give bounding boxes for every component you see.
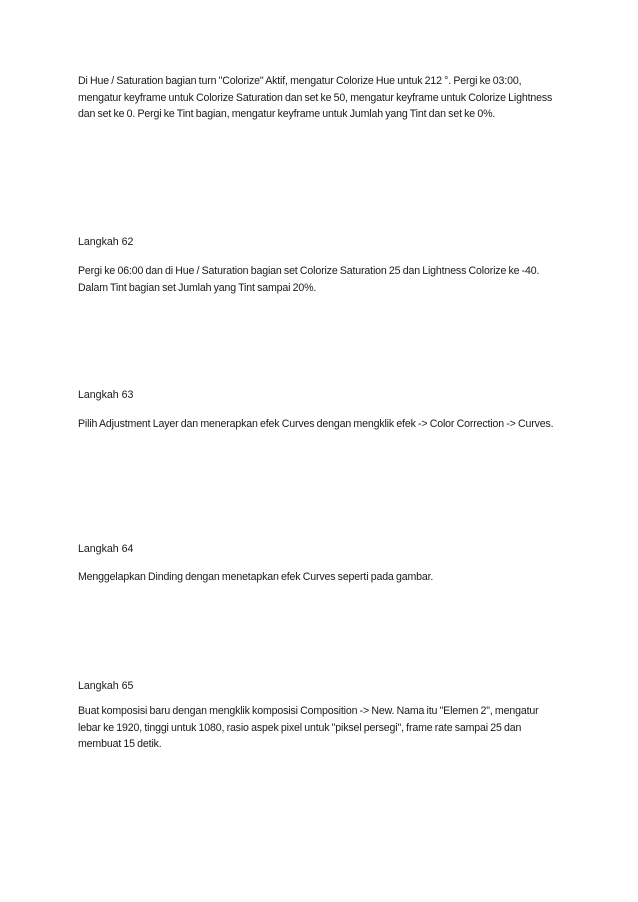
step-64-paragraph: Menggelapkan Dinding dengan menetapkan efek Curves seperti pada gambar. [78, 571, 434, 583]
step-64-section [78, 541, 556, 558]
step-63-paragraph: Pilih Adjustment Layer dan menerapkan efek Curves dengan mengklik efek -> Color Correction -> Curves. [78, 418, 554, 430]
step-65-section [78, 678, 556, 695]
step-62-body [78, 263, 556, 296]
step-62-heading: Langkah 62 [78, 236, 134, 248]
step-62-section [78, 234, 556, 251]
step-65-paragraph: Buat komposisi baru dengan mengklik komposisi Composition -> New. Nama itu "Elemen 2", mengatur lebar ke 1920, tinggi untuk 1080, rasio aspek pixel untuk "piksel persegi", frame rate sampai 25 dan membuat 15 detik. [78, 705, 539, 751]
step-65-heading: Langkah 65 [78, 680, 134, 692]
step-62-paragraph: Pergi ke 06:00 dan di Hue / Saturation bagian set Colorize Saturation 25 dan Lightness Colorize ke -40. Dalam Tint bagian set Jumlah yang Tint sampai 20%. [78, 265, 540, 294]
step-64-body [78, 569, 556, 586]
step-63-body [78, 416, 556, 433]
intro-section [78, 73, 556, 123]
step-63-heading: Langkah 63 [78, 389, 134, 401]
step-63-section [78, 387, 556, 404]
step-64-heading: Langkah 64 [78, 543, 134, 555]
step-65-body [78, 703, 556, 753]
intro-paragraph: Di Hue / Saturation bagian turn "Colorize" Aktif, mengatur Colorize Hue untuk 212 °. Pergi ke 03:00, mengatur keyframe untuk Colorize Saturation dan set ke 50, mengatur keyframe untuk Colorize Lightness dan set ke 0. Pergi ke Tint bagian, mengatur keyframe untuk Jumlah yang Tint dan set ke 0%. [78, 75, 553, 121]
